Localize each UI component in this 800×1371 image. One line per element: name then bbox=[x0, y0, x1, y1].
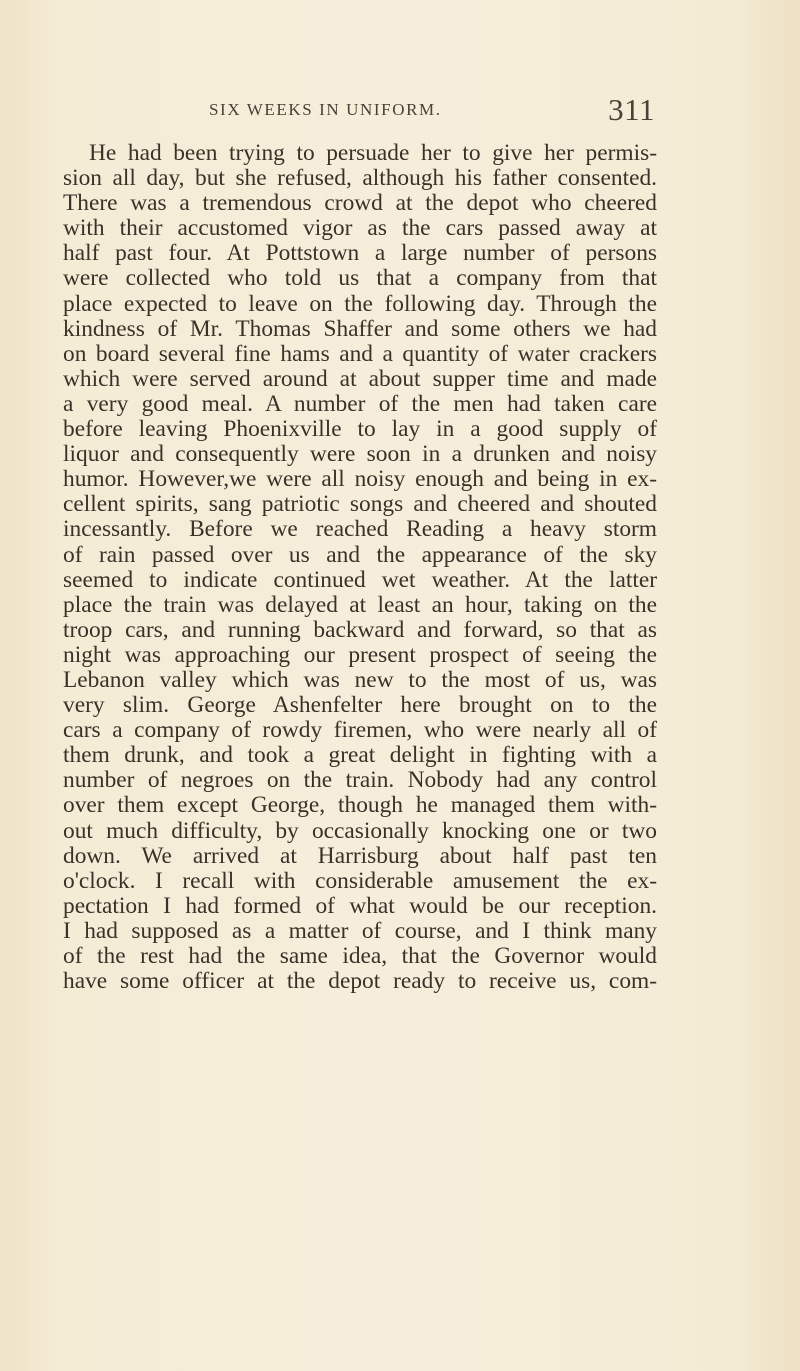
text-line: liquor and consequently were soon in a drunken and noisy bbox=[63, 441, 657, 468]
text-line: of rain passed over us and the appearance of the sky bbox=[63, 541, 657, 568]
text-line: very slim. George Ashenfelter here brought on to the bbox=[63, 692, 657, 719]
text-line: before leaving Phoenixville to lay in a good supply of bbox=[63, 416, 657, 443]
text-line: them drunk, and took a great delight in fighting with a bbox=[63, 742, 657, 769]
text-line: which were served around at about supper time and made bbox=[63, 365, 657, 392]
text-line: a very good meal. A number of the men had taken care bbox=[63, 390, 657, 417]
text-line: There was a tremendous crowd at the depot who cheered bbox=[63, 190, 657, 217]
text-line: number of negroes on the train. Nobody had any control bbox=[63, 767, 657, 794]
text-line: were collected who told us that a company from that bbox=[63, 265, 657, 292]
text-line: Lebanon valley which was new to the most of us, was bbox=[63, 666, 657, 693]
text-line: have some officer at the depot ready to receive us, com- bbox=[63, 968, 657, 995]
text-line: with their accustomed vigor as the cars passed away at bbox=[63, 215, 657, 242]
text-line: cellent spirits, sang patriotic songs and cheered and shouted bbox=[63, 491, 657, 518]
text-line: sion all day, but she refused, although his father consented. bbox=[63, 165, 657, 192]
text-line: of the rest had the same idea, that the Governor would bbox=[63, 943, 657, 969]
text-line: seemed to indicate continued wet weather. At the latter bbox=[63, 566, 657, 593]
body-text bbox=[63, 141, 657, 994]
text-line: I had supposed as a matter of course, and I think many bbox=[63, 917, 657, 944]
text-line: down. We arrived at Harrisburg about half past ten bbox=[63, 842, 657, 869]
text-line: humor. However,we were all noisy enough and being in ex- bbox=[63, 466, 657, 493]
text-line: half past four. At Pottstown a large number of persons bbox=[63, 240, 657, 267]
text-line: kindness of Mr. Thomas Shaffer and some others we had bbox=[63, 315, 657, 342]
text-line: place the train was delayed at least an hour, taking on the bbox=[63, 591, 657, 618]
running-head bbox=[64, 92, 655, 132]
text-line: out much difficulty, by occasionally knocking one or two bbox=[63, 817, 657, 844]
page-number: 311 bbox=[608, 92, 655, 127]
text-line: o'clock. I recall with considerable amusement the ex- bbox=[63, 867, 657, 894]
text-line: place expected to leave on the following day. Through the bbox=[63, 290, 657, 317]
text-line: over them except George, though he managed them with- bbox=[63, 792, 657, 819]
text-line: cars a company of rowdy firemen, who were nearly all of bbox=[63, 717, 657, 744]
text-line: pectation I had formed of what would be our reception. bbox=[63, 892, 657, 919]
text-line: troop cars, and running backward and forward, so that as bbox=[63, 616, 657, 643]
text-line: incessantly. Before we reached Reading a heavy storm bbox=[63, 516, 657, 543]
text-line: He had been trying to persuade her to give her permis- bbox=[89, 140, 657, 166]
text-line: on board several fine hams and a quantity of water crackers bbox=[63, 340, 657, 367]
text-line: night was approaching our present prospect of seeing the bbox=[63, 641, 657, 668]
running-title: SIX WEEKS IN UNIFORM. bbox=[209, 100, 442, 119]
